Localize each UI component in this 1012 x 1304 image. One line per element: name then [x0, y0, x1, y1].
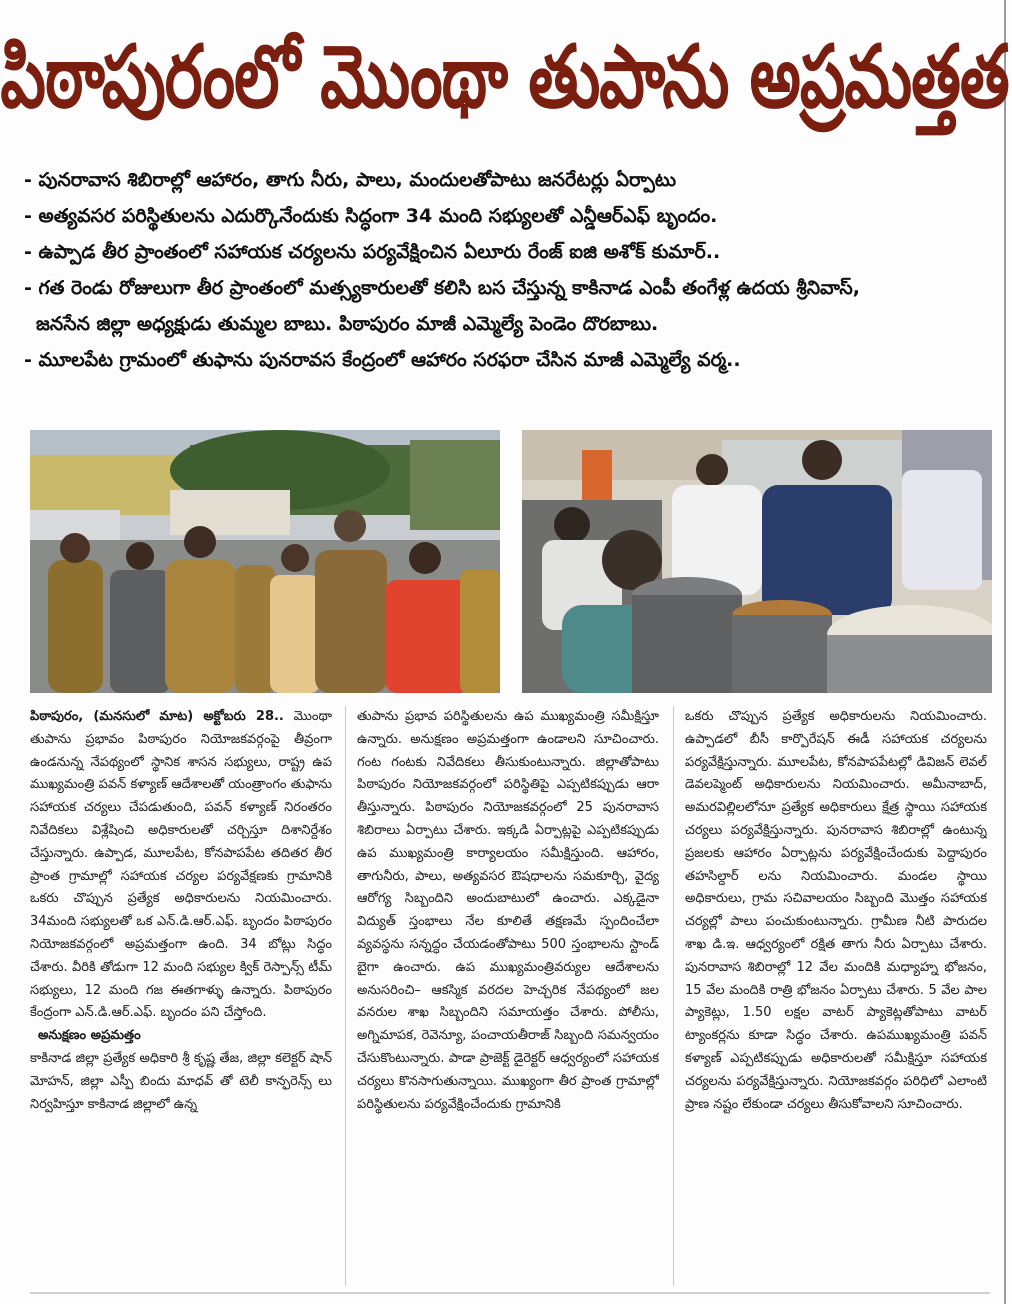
article-column-2 — [357, 706, 659, 1286]
page-edge-rule — [1004, 0, 1006, 1304]
highlight-item: - గత రెండు రోజులుగా తీర ప్రాంతంలో మత్స్యకారులతో కలిసి బస చేస్తున్న కాకినాడ ఎంపీ తంగేళ్ల ఉదయ శ్రీనివాస్, — [24, 277, 860, 299]
highlight-item: - అత్యవసర పరిస్థితులను ఎదుర్కొనేందుకు సిద్ధంగా 34 మంది సభ్యులతో ఎన్డీఆర్ఎఫ్ బృందం. — [24, 205, 718, 227]
article-text: తుపాను ప్రభావ పరిస్థితులను ఉప ముఖ్యమంత్రి సమీక్షిస్తూ ఉన్నారు. అనుక్షణం అప్రమత్తంగా ఉండాలని సూచించారు. గంట గంటకు నివేదికలు తీసుకుంటున్నారు. జిల్లాతోపాటు పిఠాపురం నియోజకవర్గంలో పరిస్థితిపై ఎప్పటికప్పుడు ఆరా తీస్తున్నారు. పిఠాపురం నియోజకవర్గంలో 25 పునరావాస శిబిరాలు ఏర్పాటు చేశారు. ఇక్కడి ఏర్పాట్లపై ఎప్పటికప్పుడు ఉప ముఖ్యమంత్రి కార్యాలయం సమీక్షిస్తుంది. ఆహారం, తాగునీరు, పాలు, అత్యవసర ఔషధాలను సమకూర్చి, వైద్య ఆరోగ్య సిబ్బందిని అందుబాటులో ఉంచారు. ఎక్కడైనా విద్యుత్ స్తంభాలు నేల కూలితే తక్షణమే స్పందించేలా వ్యవస్థను సన్నద్ధం చేయడంతోపాటు 500 స్తంభాలను స్టాండ్ బైగా ఉంచారు. ఉప ముఖ్యమంత్రివర్యుల ఆదేశాలను అనుసరించి– ఆకస్మిక వరదల హెచ్చరిక నేపథ్యంలో జల వనరుల శాఖ సిబ్బందిని సమాయత్తం చేశారు. పోలీసు, అగ్నిమాపక, రెవెన్యూ, పంచాయతీరాజ్ సిబ్బంది సమన్వయం చేసుకొంటున్నారు. పాడా ప్రాజెక్ట్ డైరెక్టర్ ఆధ్వర్యంలో సహాయక చర్యలు కొనసాగుతున్నాయి. ముఖ్యంగా తీర ప్రాంత గ్రామాల్లో పరిస్థితులను పర్యవేక్షించేందుకు గ్రామానికి — [357, 709, 659, 1112]
article-text: ఒకరు చొప్పున ప్రత్యేక అధికారులను నియమించారు. ఉప్పాడలో బీసీ కార్పొరేషన్ ఈడీ సహాయక చర్యలను పర్యవేక్షిస్తున్నారు. మూలపేట, కోనపాపపేటల్లో డివిజన్ లెవల్ డెవలప్మెంట్ అధికారులను నియమించారు. అమీనాబాద్, అమరవిల్లిలలోనూ ప్రత్యేక అధికారులు క్షేత్ర స్థాయి సహాయక చర్యలు పర్యవేక్షిస్తున్నారు. పునరావాస శిబిరాల్లో ఉంటున్న ప్రజలకు ఆహారం ఏర్పాట్లను పర్యవేక్షించేందుకు పెద్దాపురం తహసిల్దార్ లను నియమించారు. మండల స్థాయి అధికారులు, గ్రామ సచివాలయం సిబ్బంది మొత్తం సహాయక చర్యల్లో పాలు పంచుకుంటున్నారు. గ్రామీణ నీటి పారుదల శాఖ డి.ఇ. ఆధ్వర్యంలో రక్షిత తాగు నీరు ఏర్పాటు చేశారు. పునరావాస శిబిరాల్లో 12 వేల మందికి మధ్యాహ్న భోజనం, 15 వేల మందికి రాత్రి భోజనం ఏర్పాటు చేశారు. 5 వేల పాల ప్యాకెట్లు, 1.50 లక్షల వాటర్ ప్యాకెట్లతోపాటు వాటర్ ట్యాంకర్లను కూడా సిద్ధం చేశారు. ఉపముఖ్యమంత్రి పవన్ కళ్యాణ్ ఎప్పటికప్పుడు అధికారులతో సమీక్షిస్తూ సహాయక చర్యలను పర్యవేక్షిస్తున్నారు. నియోజకవర్గం పరిధిలో ఎలాంటి ప్రాణ నష్టం లేకుండా చర్యలు తీసుకోవాలని సూచించారు. — [685, 709, 987, 1112]
subheading: అనుక్షణం అప్రమత్తం — [38, 1028, 141, 1044]
article-column-1 — [30, 706, 332, 1286]
photo-food-serving-camp — [522, 430, 992, 693]
article-column-3 — [685, 706, 987, 1286]
highlights-list — [24, 162, 989, 378]
highlight-item: - పునరావాస శిబిరాల్లో ఆహారం, తాగు నీరు, పాలు, మందులతోపాటు జనరేటర్లు ఏర్పాటు — [24, 169, 677, 191]
bottom-rule — [30, 1292, 990, 1294]
article-text: కాకినాడ జిల్లా ప్రత్యేక అధికారి శ్రీ కృష్ణ తేజ, జిల్లా కలెక్టర్ షాన్ మోహన్, జిల్లా ఎస్పీ బిందు మాధవ్ తో టెలీ కాన్ఫరెన్స్ లు నిర్వహిస్తూ కాకినాడ జిల్లాలో ఉన్న — [30, 1050, 332, 1112]
highlight-item-continued: జనసేన జిల్లా అధ్యక్షుడు తుమ్మల బాబు. పిఠాపురం మాజీ ఎమ్మెల్యే పెండెం దొరబాబు. — [36, 313, 659, 335]
photo-officials-in-raincoats — [30, 430, 500, 693]
headline — [0, 18, 1009, 138]
headline-text: పిఠాపురంలో మొంథా తుపాను అప్రమత్తత — [0, 28, 1009, 128]
article-text: మొంథా తుపాను ప్రభావం పిఠాపురం నియోజకవర్గంపై తీవ్రంగా ఉండనున్న నేపథ్యంలో స్థానిక శాసన సభ్యులు, రాష్ట్ర ఉప ముఖ్యమంత్రి పవన్ కళ్యాణ్ ఆదేశాలతో యంత్రాంగం తుఫాను సహాయక చర్యలు చేపడుతుంది, పవన్ కళ్యాణ్ నిరంతరం నివేదికలు విశ్లేషించి అధికారులతో చర్చిస్తూ దిశానిర్దేశం చేస్తున్నారు. ఉప్పాడ, మూలపేట, కోనపాపపేట తదితర తీర ప్రాంత గ్రామాల్లో సహాయక చర్యల పర్యవేక్షణకు గ్రామానికి ఒకరు చొప్పున ప్రత్యేక అధికారులను నియమించారు. 34మంది సభ్యులతో ఒక ఎన్.డి.ఆర్.ఎఫ్. బృందం పిఠాపురం నియోజకవర్గంలో అప్రమత్తంగా ఉంది. 34 బోట్లు సిద్ధం చేశారు. వీరికి తోడుగా 12 మంది సభ్యుల క్విక్ రెస్పాన్స్ టీమ్ సభ్యులు, 12 మంది గజ ఈతగాళ్ళు ఉన్నారు. పిఠాపురం కేంద్రంగా ఎన్.డి.ఆర్.ఎఫ్. బృందం పని చేస్తోంది. — [30, 709, 332, 1021]
article-body — [30, 706, 990, 1286]
highlight-item: - మూలపేట గ్రామంలో తుఫాను పునరావస కేంద్రంలో ఆహారం సరఫరా చేసిన మాజీ ఎమ్మెల్యే వర్మ.. — [24, 349, 741, 371]
highlight-item: - ఉప్పాడ తీర ప్రాంతంలో సహాయక చర్యలను పర్యవేక్షించిన ఏలూరు రేంజ్ ఐజి అశోక్ కుమార్.. — [24, 241, 721, 263]
dateline: పిఠాపురం, (మనసులో మాట) అక్టోబరు 28.. — [30, 709, 284, 724]
